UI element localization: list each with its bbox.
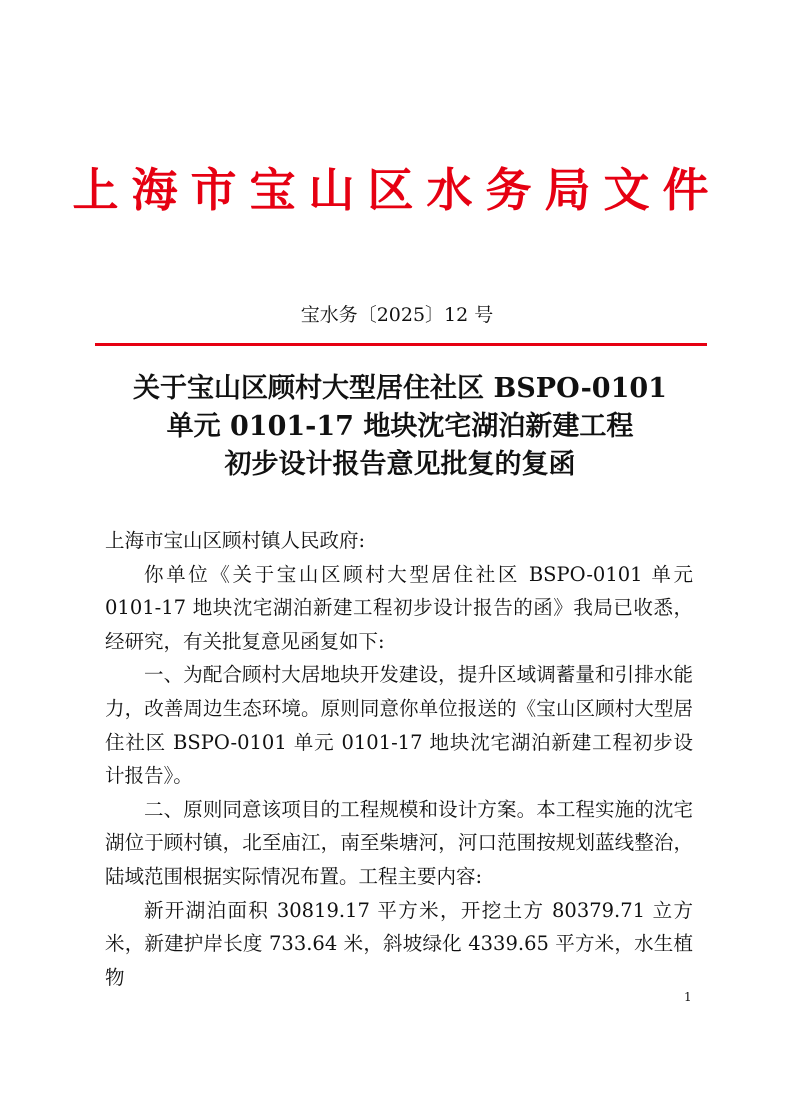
document-body xyxy=(105,524,693,994)
body-paragraph: 你单位《关于宝山区顾村大型居住社区 BSPO-0101 单元 0101-17 地块沈宅湖泊新建工程初步设计报告的函》我局已收悉，经研究，有关批复意见函复如下: xyxy=(105,562,693,653)
page-number: 1 xyxy=(684,990,692,1004)
document-title-line-3: 初步设计报告意见批复的复函 xyxy=(224,449,576,480)
body-paragraph: 二、原则同意该项目的工程规模和设计方案。本工程实施的沈宅湖位于顾村镇，北至庙江，南至柴塘河，河口范围按规划蓝线整治，陆域范围根据实际情况布置。工程主要内容: xyxy=(105,797,693,888)
document-title-line-1: 关于宝山区顾村大型居住社区 BSPO-0101 xyxy=(133,373,667,404)
document-title-line-2: 单元 0101-17 地块沈宅湖泊新建工程 xyxy=(166,411,634,442)
red-separator-line xyxy=(95,343,707,346)
document-title xyxy=(90,370,710,484)
body-paragraph: 一、为配合顾村大居地块开发建设，提升区域调蓄量和引排水能力，改善周边生态环境。原则同意你单位报送的《宝山区顾村大型居住社区 BSPO-0101 单元 0101-17 地块沈宅湖泊新建工程初步设计报告》。 xyxy=(105,663,693,788)
issuing-authority-header: 上海市宝山区水务局文件 xyxy=(72,163,722,217)
body-paragraph: 新开湖泊面积 30819.17 平方米，开挖土方 80379.71 立方米，新建护岸长度 733.64 米，斜坡绿化 4339.65 平方米，水生植物 xyxy=(105,898,693,989)
salutation: 上海市宝山区顾村镇人民政府: xyxy=(105,529,366,552)
document-number: 宝水务〔2025〕12 号 xyxy=(300,304,494,326)
